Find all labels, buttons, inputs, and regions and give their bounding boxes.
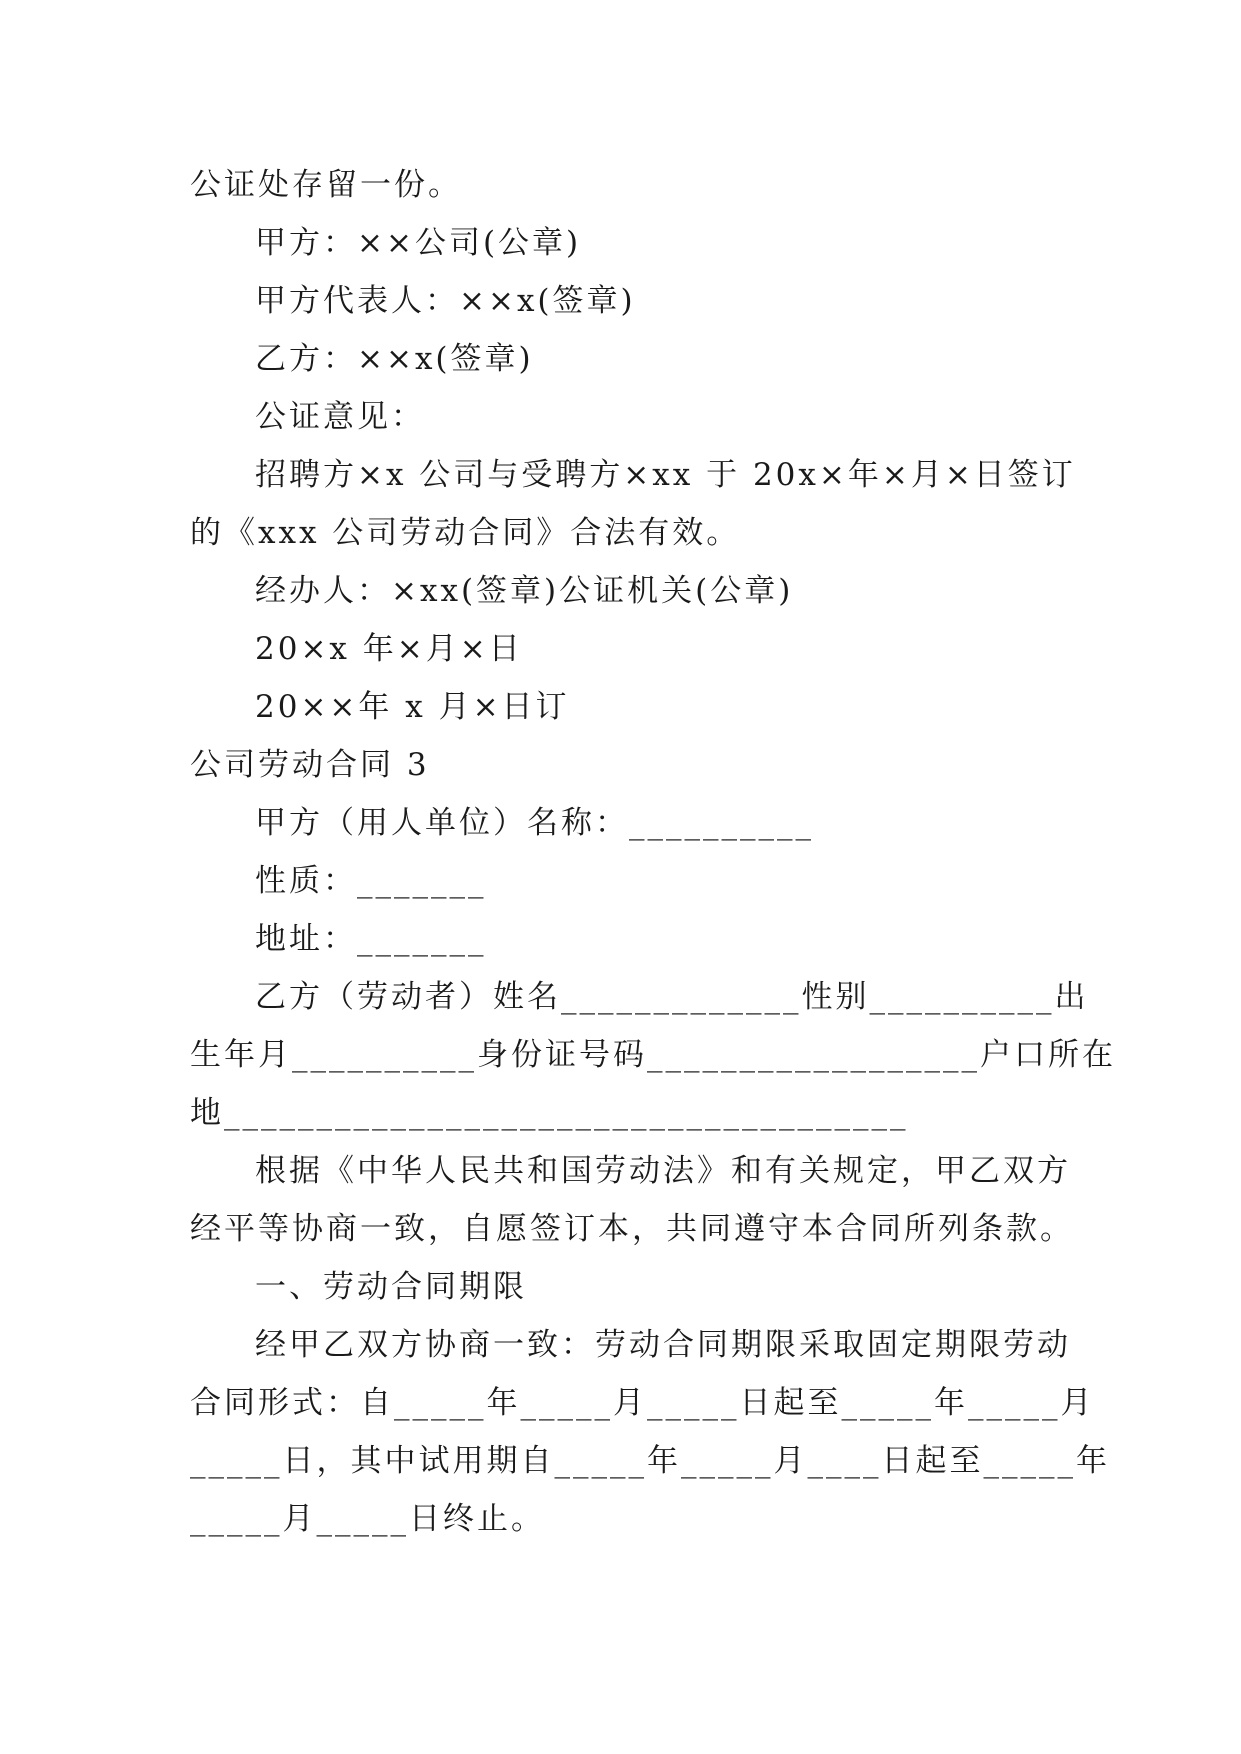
text-line: 经办人：×xx(签章)公证机关(公章) bbox=[255, 573, 794, 609]
text-line: 乙方（劳动者）姓名_____________性别__________出 bbox=[255, 979, 1089, 1015]
text-line: 地址：_______ bbox=[255, 921, 487, 957]
text-line: 甲方代表人：××x(签章) bbox=[255, 283, 636, 319]
text-line: 的《xxx 公司劳动合同》合法有效。 bbox=[190, 515, 741, 551]
text-line: 公证处存留一份。 bbox=[190, 167, 462, 203]
text-line: 甲方：××公司(公章) bbox=[255, 225, 582, 261]
section-heading: 一、劳动合同期限 bbox=[255, 1269, 527, 1305]
section-title: 公司劳动合同 3 bbox=[190, 747, 430, 783]
text-line: 合同形式：自_____年_____月_____日起至_____年_____月 bbox=[190, 1385, 1095, 1421]
text-line: 经平等协商一致，自愿签订本，共同遵守本合同所列条款。 bbox=[190, 1211, 1074, 1247]
text-line: 生年月__________身份证号码__________________户口所在 bbox=[190, 1037, 1116, 1073]
text-line: 根据《中华人民共和国劳动法》和有关规定，甲乙双方 bbox=[255, 1153, 1071, 1189]
text-line: 经甲乙双方协商一致：劳动合同期限采取固定期限劳动 bbox=[255, 1327, 1071, 1363]
text-line: 乙方：××x(签章) bbox=[255, 341, 534, 377]
text-line: 20××年 x 月×日订 bbox=[255, 689, 570, 725]
text-line: 甲方（用人单位）名称：__________ bbox=[255, 805, 814, 841]
text-line: _____日，其中试用期自_____年_____月____日起至_____年 bbox=[190, 1443, 1110, 1479]
text-line: 20×x 年×月×日 bbox=[255, 631, 523, 667]
text-line: _____月_____日终止。 bbox=[190, 1501, 545, 1537]
text-line: 性质：_______ bbox=[255, 863, 487, 899]
text-line: 地_____________________________________ bbox=[190, 1095, 909, 1131]
text-line: 招聘方×x 公司与受聘方×xx 于 20x×年×月×日签订 bbox=[255, 457, 1076, 493]
text-line: 公证意见： bbox=[255, 399, 425, 435]
